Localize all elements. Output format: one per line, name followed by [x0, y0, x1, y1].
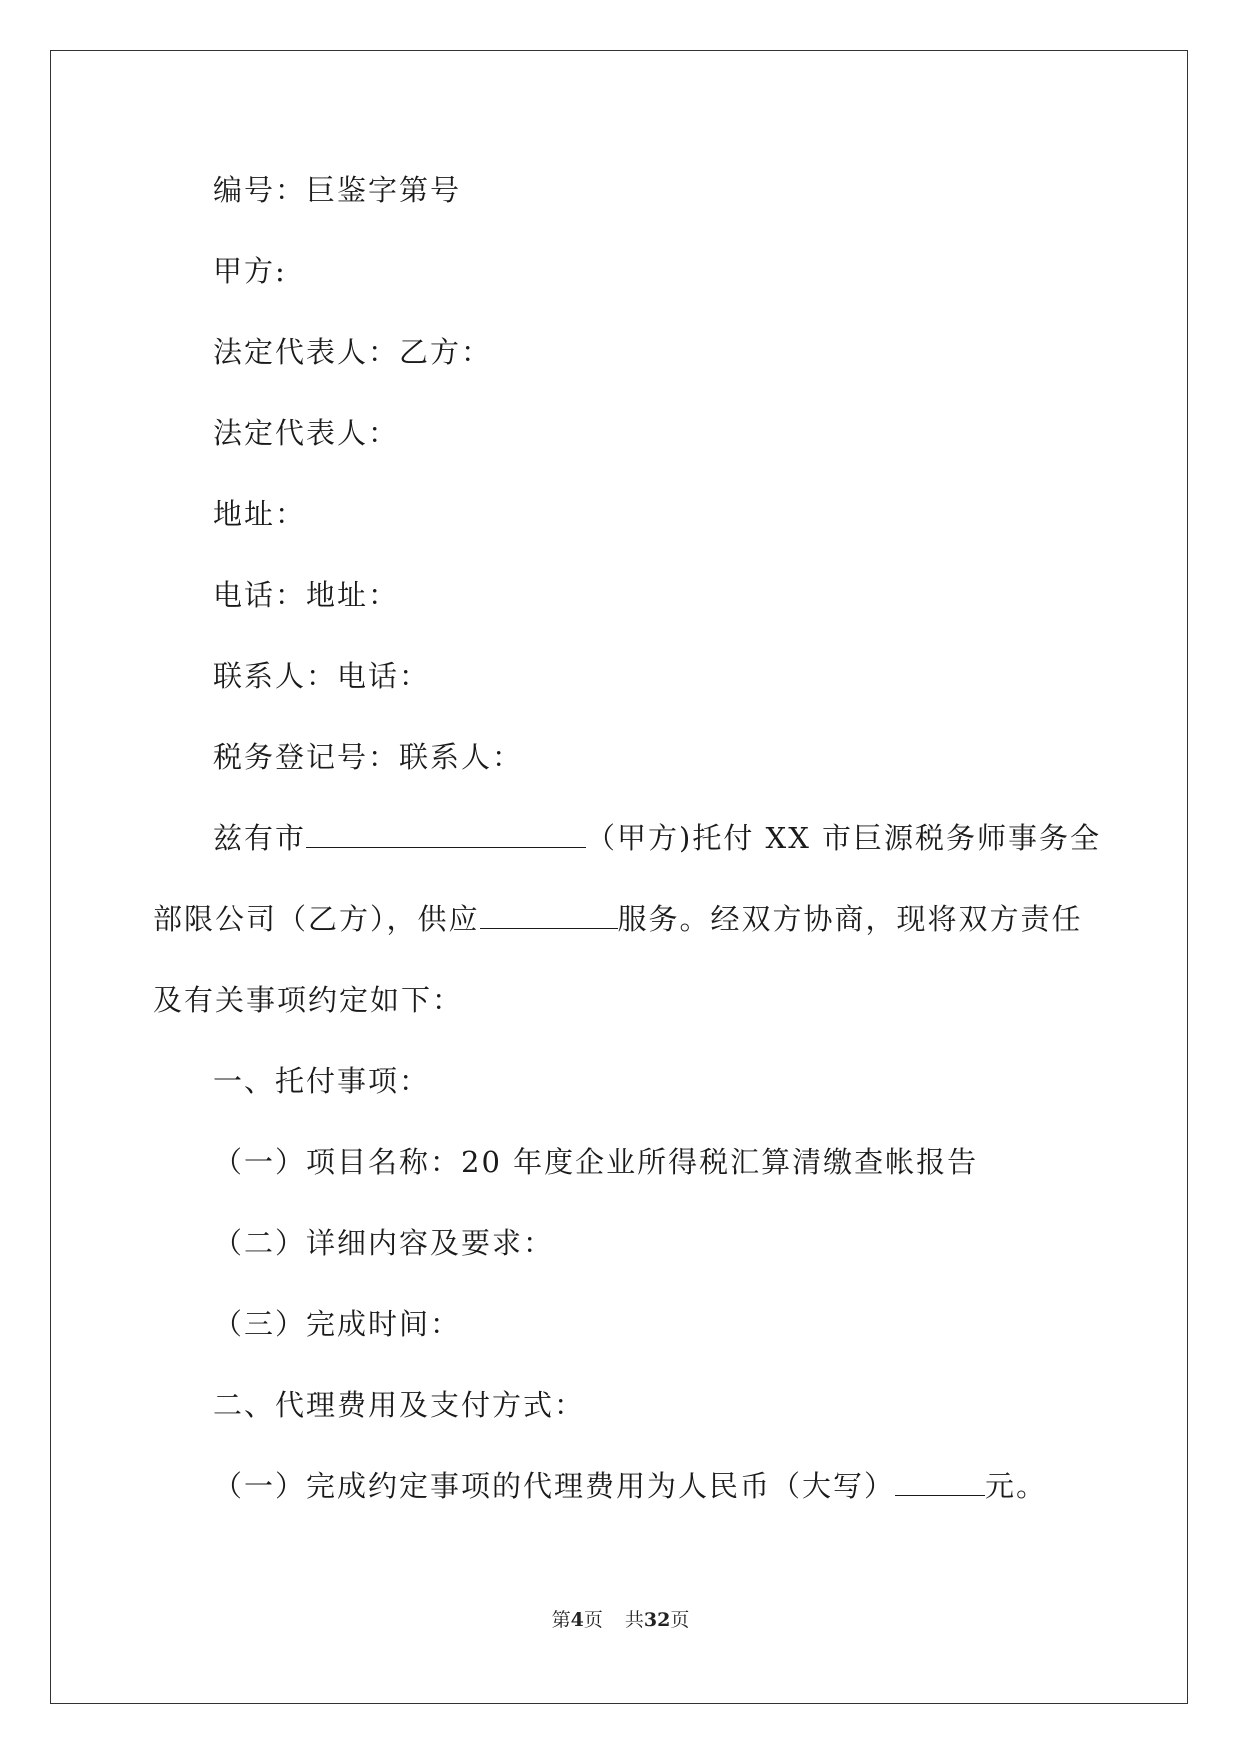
fee-text-start: （一）完成约定事项的代理费用为人民币（大写）	[213, 1469, 896, 1503]
project-name-line: （一）项目名称：20 年度企业所得税汇算清缴查帐报告	[213, 1145, 979, 1179]
page-prefix: 第	[551, 1609, 571, 1631]
entrust-text-start: 兹有市	[213, 821, 307, 855]
paragraph-entrust-line-2	[153, 901, 1083, 937]
contact-phone-line: 联系人：电话：	[213, 659, 431, 693]
fee-text-end: 元。	[985, 1469, 1048, 1503]
client-name-blank	[306, 821, 586, 848]
completion-time-line: （三）完成时间：	[213, 1307, 462, 1341]
paragraph-entrust-line-3: 及有关事项约定如下：	[153, 983, 464, 1017]
page-mid: 页	[583, 1609, 603, 1631]
page-footer	[0, 1608, 1241, 1632]
entrust-text-end: （甲方)托付 XX 市巨源税务师事务全	[586, 821, 1102, 855]
page-total-number: 32	[643, 1609, 671, 1631]
total-prefix: 共	[624, 1609, 644, 1631]
fee-amount-line	[213, 1468, 1047, 1504]
fee-amount-blank	[895, 1469, 985, 1496]
entrust-text-start-2: 部限公司（乙方），供应	[153, 902, 480, 936]
section-heading-1: 一、托付事项：	[213, 1064, 431, 1098]
page-current-number: 4	[570, 1609, 584, 1631]
legal-rep-line: 法定代表人：	[213, 416, 400, 450]
content-requirements-line: （二）详细内容及要求：	[213, 1226, 555, 1260]
section-heading-2: 二、代理费用及支付方式：	[213, 1388, 586, 1422]
document-number-line: 编号：巨鉴字第号	[213, 173, 462, 207]
page-border	[50, 50, 1188, 1704]
phone-address-line: 电话：地址：	[213, 578, 400, 612]
address-line: 地址：	[213, 497, 307, 531]
tax-registration-line: 税务登记号：联系人：	[213, 740, 524, 774]
entrust-text-end-2: 服务。经双方协商，现将双方责任	[617, 902, 1083, 936]
total-suffix: 页	[670, 1609, 690, 1631]
paragraph-entrust-line-1	[213, 820, 1101, 856]
service-blank	[480, 902, 618, 929]
party-a-line: 甲方:	[213, 254, 287, 288]
legal-rep-party-b-line: 法定代表人：乙方：	[213, 335, 493, 369]
